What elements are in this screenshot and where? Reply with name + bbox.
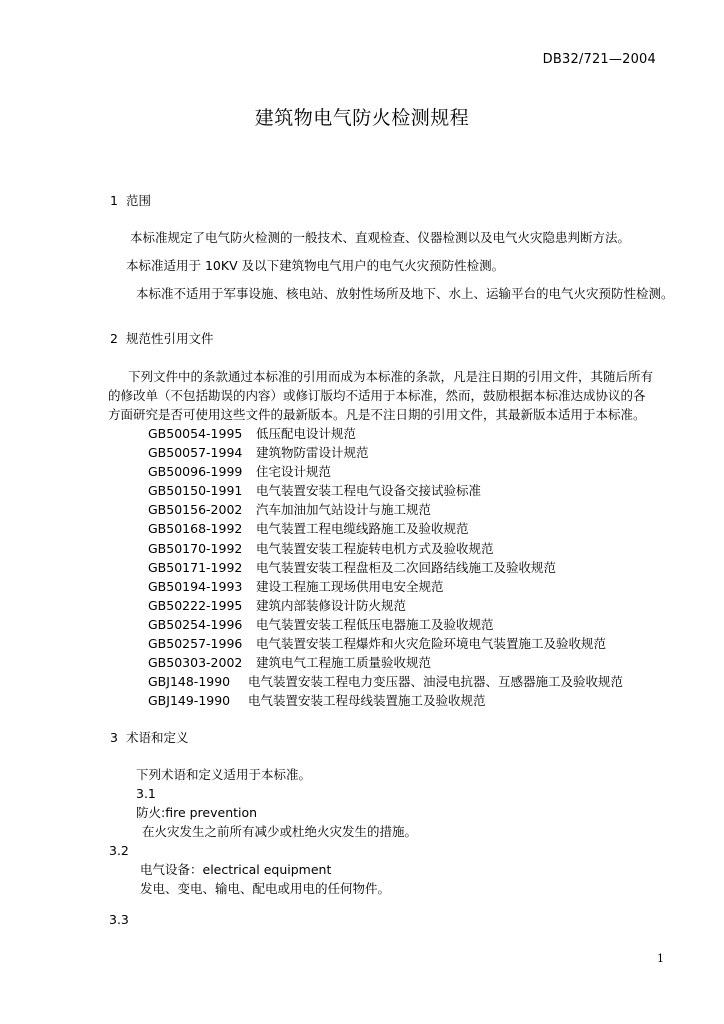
reference-code: GBJ148-1990 [148, 674, 231, 690]
section-1-heading [110, 193, 151, 209]
reference-item [148, 445, 623, 464]
reference-code: GB50156-2002 [148, 502, 243, 518]
reference-title: 汽车加油加气站设计与施工规范 [256, 502, 432, 518]
references-intro-line-3: 方面研究是否可使用这些文件的最新版本。凡是不注日期的引用文件，其最新版本适用于本标准。 [108, 407, 646, 422]
section-3-number: 3 [110, 730, 118, 745]
term-3-1-name: 防火:fire prevention [136, 805, 258, 820]
reference-item [148, 617, 623, 636]
reference-title: 建筑物防雷设计规范 [256, 445, 369, 461]
reference-item [148, 426, 623, 445]
document-title: 建筑物电气防火检测规程 [254, 107, 470, 129]
reference-list [148, 426, 623, 712]
reference-title: 电气装置安装工程盘柜及二次回路结线施工及验收规范 [256, 559, 557, 575]
term-3-1-definition: 在火灾发生之前所有减少或杜绝火灾发生的措施。 [142, 824, 418, 839]
reference-code: GBJ149-1990 [148, 693, 231, 709]
reference-item [148, 521, 623, 540]
reference-item [148, 502, 623, 521]
section-3-title: 术语和定义 [125, 730, 189, 745]
term-3-2-number: 3.2 [109, 843, 129, 858]
document-code: DB32/721—2004 [542, 52, 656, 67]
section-1-title: 范围 [125, 193, 151, 208]
references-intro-line-2: 的修改单（不包括勘误的内容）或修订版均不适用于本标准，然而，鼓励根据本标准达成协议的各 [108, 388, 646, 403]
reference-code: GB50096-1999 [148, 464, 243, 480]
reference-item [148, 464, 623, 483]
reference-title: 电气装置安装工程母线装置施工及验收规范 [248, 693, 486, 709]
page-number: 1 [657, 952, 664, 965]
reference-item [148, 560, 623, 579]
reference-item [148, 483, 623, 502]
reference-item [148, 655, 623, 674]
reference-title: 建筑内部装修设计防火规范 [256, 597, 407, 613]
reference-code: GB50303-2002 [148, 655, 243, 671]
reference-title: 建筑电气工程施工质量验收规范 [256, 655, 432, 671]
term-3-3-number: 3.3 [109, 912, 129, 927]
section-2-title: 规范性引用文件 [125, 331, 214, 346]
term-3-2-definition: 发电、变电、输电、配电或用电的任何物件。 [140, 881, 391, 896]
section-1-number: 1 [110, 193, 118, 208]
section-2-heading [110, 331, 213, 347]
reference-title: 住宅设计规范 [256, 464, 332, 480]
reference-code: GB50054-1995 [148, 426, 243, 441]
reference-code: GB50222-1995 [148, 597, 243, 613]
reference-title: 建设工程施工现场供用电安全规范 [256, 578, 444, 594]
terms-intro: 下列术语和定义适用于本标准。 [136, 767, 312, 782]
reference-title: 电气装置安装工程爆炸和火灾危险环境电气装置施工及验收规范 [256, 636, 607, 652]
reference-item [148, 598, 623, 617]
reference-code: GB50057-1994 [148, 445, 243, 461]
reference-code: GB50254-1996 [148, 616, 243, 632]
reference-title: 电气装置安装工程电力变压器、油浸电抗器、互感器施工及验收规范 [248, 674, 624, 690]
reference-code: GB50170-1992 [148, 540, 243, 556]
reference-title: 电气装置安装工程旋转电机方式及验收规范 [256, 540, 494, 556]
term-3-2-name: 电气设备：electrical equipment [140, 862, 332, 877]
reference-title: 电气装置安装工程电气设备交接试验标准 [256, 483, 482, 499]
references-intro-line-1: 下列文件中的条款通过本标准的引用而成为本标准的条款，凡是注日期的引用文件，其随后所有 [128, 369, 654, 384]
scope-paragraph-2: 本标准适用于 10KV 及以下建筑物电气用户的电气火灾预防性检测。 [126, 258, 505, 273]
section-2-number: 2 [110, 331, 118, 346]
reference-item [148, 579, 623, 598]
reference-item [148, 636, 623, 655]
reference-item [148, 693, 623, 712]
term-3-1-number: 3.1 [136, 786, 156, 801]
section-3-heading [110, 730, 188, 746]
reference-title: 低压配电设计规范 [256, 426, 357, 441]
reference-code: GB50150-1991 [148, 483, 243, 499]
reference-title: 电气装置安装工程低压电器施工及验收规范 [256, 616, 494, 632]
reference-code: GB50171-1992 [148, 559, 243, 575]
scope-paragraph-1: 本标准规定了电气防火检测的一般技术、直观检查、仪器检测以及电气火灾隐患判断方法。 [130, 230, 631, 245]
reference-code: GB50168-1992 [148, 521, 243, 537]
reference-code: GB50194-1993 [148, 578, 243, 594]
reference-item [148, 541, 623, 560]
reference-code: GB50257-1996 [148, 636, 243, 652]
scope-paragraph-3: 本标准不适用于军事设施、核电站、放射性场所及地下、水上、运输平台的电气火灾预防性检测。 [136, 286, 674, 301]
reference-title: 电气装置工程电缆线路施工及验收规范 [256, 521, 469, 537]
reference-item [148, 674, 623, 693]
